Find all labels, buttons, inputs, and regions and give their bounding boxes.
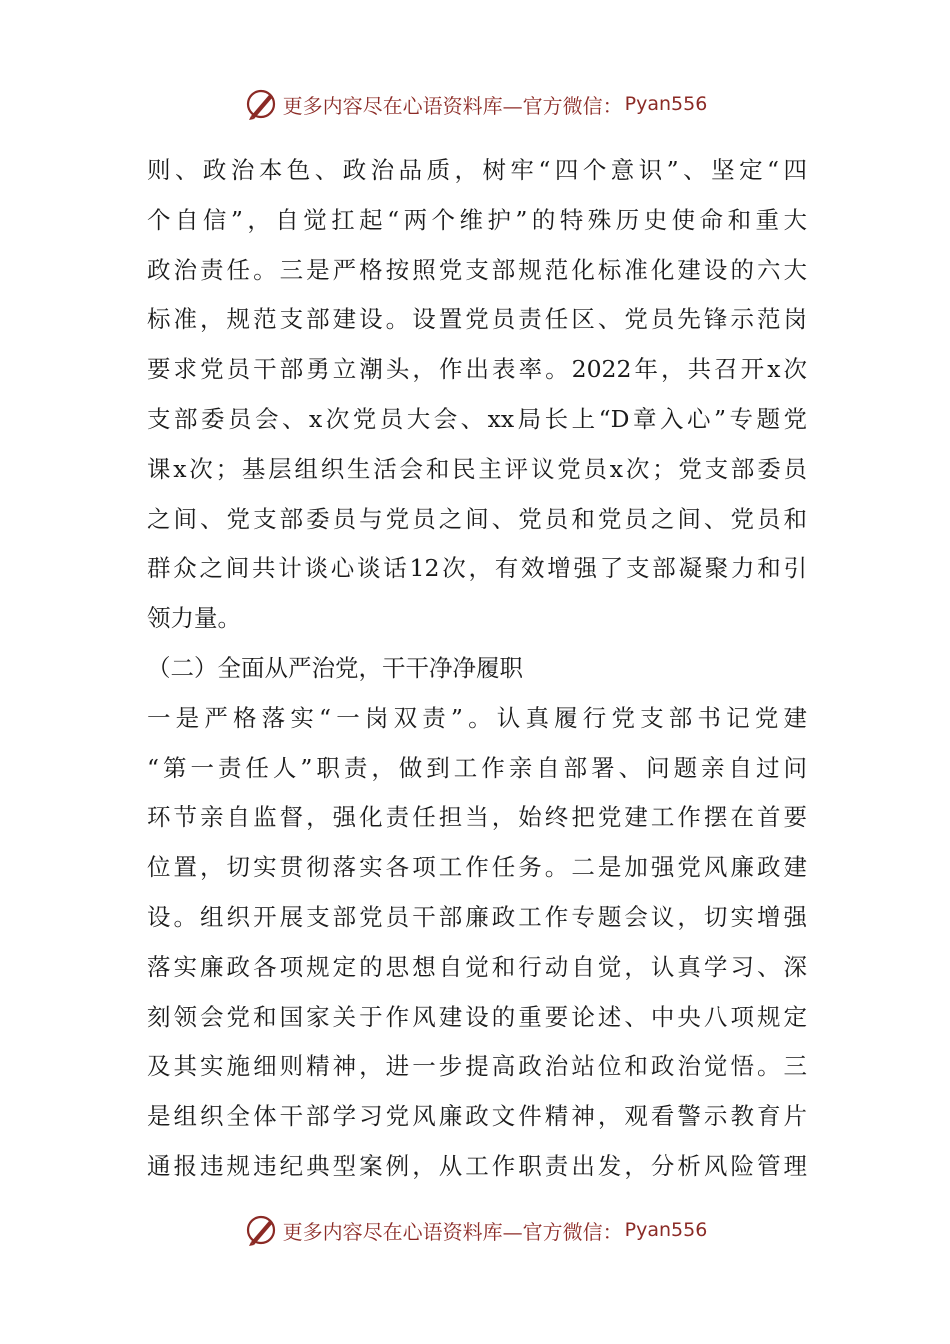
body-line: 落实廉政各项规定的思想自觉和行动自觉，认真学习、深 (147, 952, 807, 981)
body-line: 刻领会党和国家关于作风建设的重要论述、中央八项规定 (147, 1002, 807, 1031)
section-heading: （二）全面从严治党，干干净净履职 (147, 653, 523, 682)
watermark-account: Pyan556 (624, 93, 708, 115)
body-line: 是组织全体干部学习党风廉政文件精神，观看警示教育片 (147, 1102, 807, 1131)
header-watermark (0, 82, 950, 126)
watermark-account: Pyan556 (624, 1219, 708, 1241)
watermark-text: 更多内容尽在心语资料库—官方微信： (282, 1219, 623, 1244)
document-body (147, 146, 807, 1192)
body-line: 政治责任。三是严格按照党支部规范化标准化建设的六大 (147, 255, 807, 284)
body-line: 领力量。 (147, 604, 241, 633)
body-line: 位置，切实贯彻落实各项工作任务。二是加强党风廉政建 (147, 853, 807, 882)
body-line: 要求党员干部勇立潮头，作出表率。2022年，共召开x次 (147, 355, 807, 384)
body-line: 个自信”，自觉扛起“两个维护”的特殊历史使命和重大 (147, 205, 807, 234)
body-line: 标准，规范支部建设。设置党员责任区、党员先锋示范岗 (147, 305, 807, 334)
body-line: 及其实施细则精神，进一步提高政治站位和政治觉悟。三 (147, 1052, 807, 1081)
body-line: 则、政治本色、政治品质，树牢“四个意识”、坚定“四 (147, 156, 807, 184)
body-line: 之间、党支部委员与党员之间、党员和党员之间、党员和 (147, 504, 807, 533)
body-line: “第一责任人”职责，做到工作亲自部署、问题亲自过问 (147, 753, 807, 782)
body-line: 群众之间共计谈心谈话12次，有效增强了支部凝聚力和引 (147, 554, 807, 583)
footer-watermark (0, 1208, 950, 1252)
body-line: 一是严格落实“一岗双责”。认真履行党支部书记党建 (147, 703, 807, 732)
body-line: 环节亲自监督，强化责任担当，始终把党建工作摆在首要 (147, 803, 807, 832)
watermark-text: 更多内容尽在心语资料库—官方微信： (282, 93, 623, 118)
body-line: 课x次；基层组织生活会和民主评议党员x次；党支部委员 (147, 454, 807, 483)
pen-logo-icon (243, 1212, 279, 1248)
pen-logo-icon (243, 86, 279, 122)
body-line: 支部委员会、x次党员大会、xx局长上“D章入心”专题党 (147, 404, 807, 433)
body-line: 通报违规违纪典型案例，从工作职责出发，分析风险管理 (147, 1151, 807, 1180)
body-line: 设。组织开展支部党员干部廉政工作专题会议，切实增强 (147, 902, 807, 931)
